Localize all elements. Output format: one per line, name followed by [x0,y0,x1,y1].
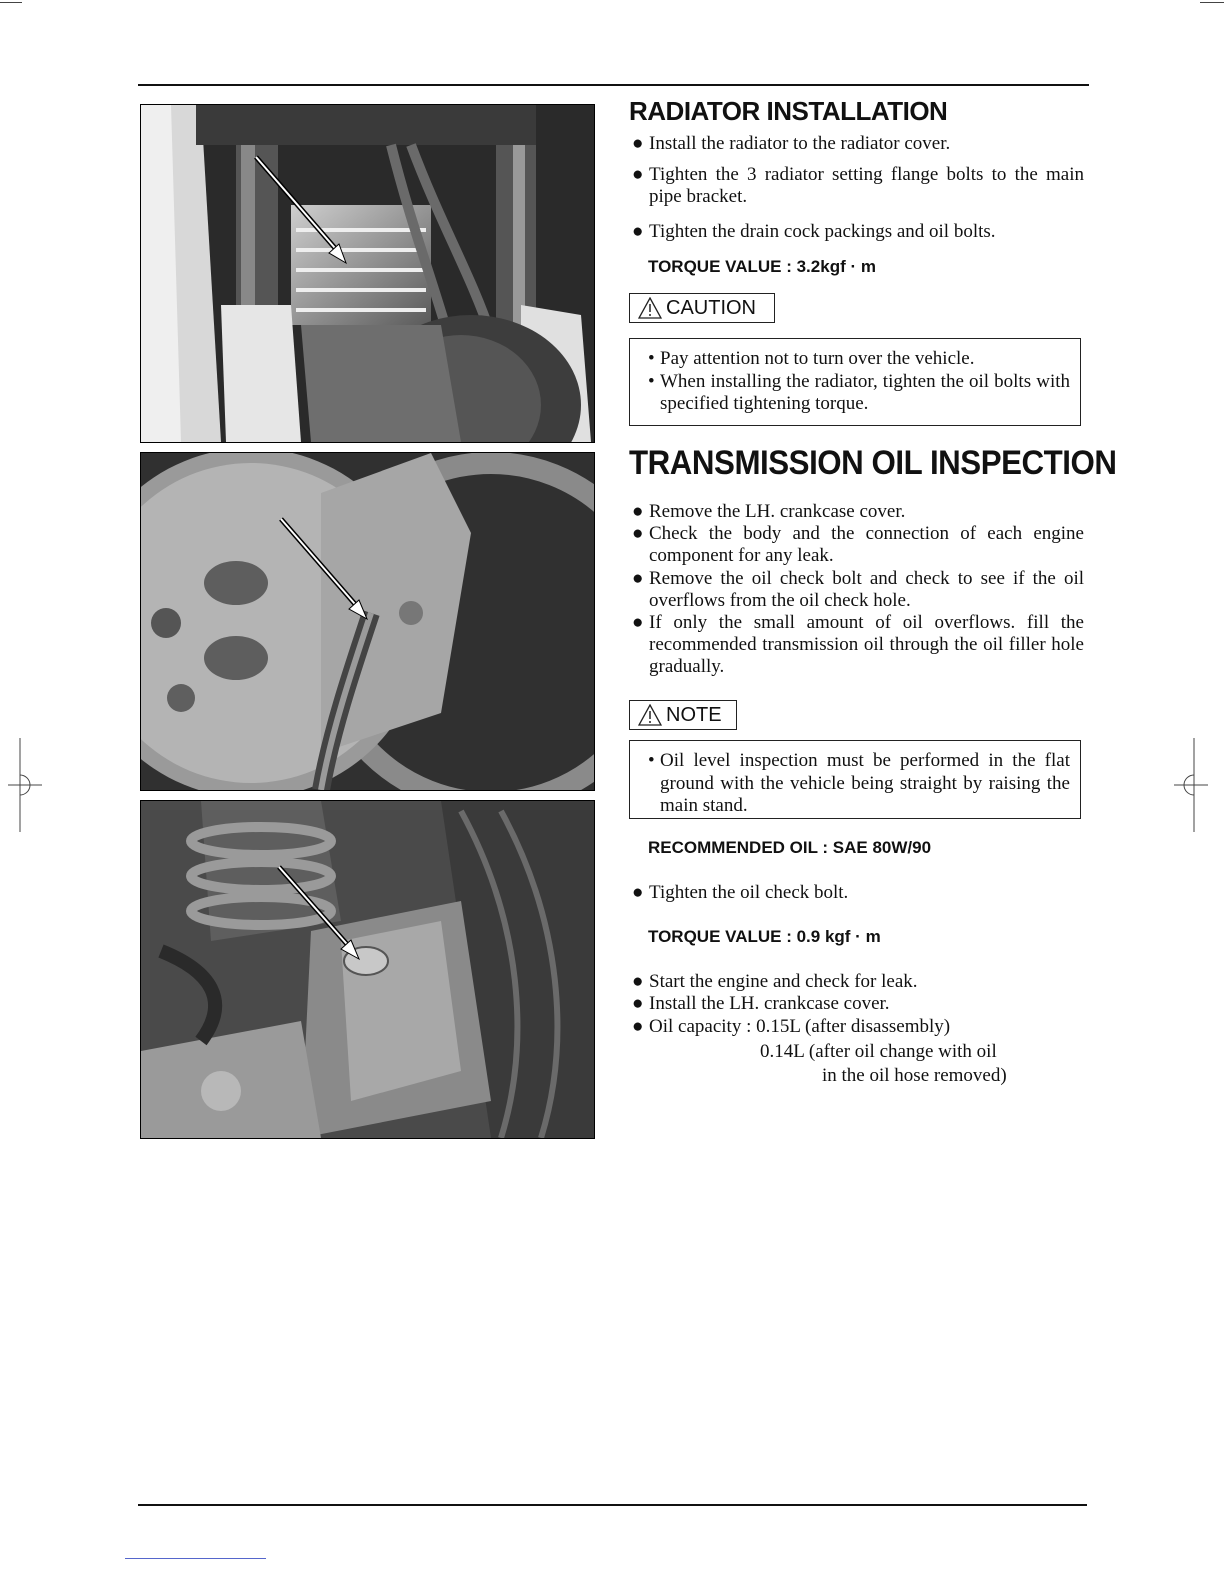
crop-mark-top-left [0,2,22,3]
transmission-bullet-4: ● If only the small amount of oil overflows. fill the recommended transmission oil through the oil filler hole gradually. [632,612,1084,677]
transmission-torque-value: TORQUE VALUE : 0.9 kgf · m [648,927,881,946]
transmission-bullet-1: ● Remove the LH. crankcase cover. [632,501,906,522]
bullet-icon: ● [632,523,644,544]
final-bullet-2: ● Install the LH. crankcase cover. [632,993,890,1014]
radiator-section-title: RADIATOR INSTALLATION [629,96,948,126]
bullet-icon: ● [632,164,644,185]
caution-item: • When installing the radiator, tighten the oil bolts with specified tightening torque. [648,370,1070,414]
transmission-bullet-2: ● Check the body and the connection of each engine component for any leak. [632,523,1084,566]
bullet-icon: ● [632,612,644,633]
bullet-icon: ● [632,882,644,903]
bullet-icon: ● [632,133,644,154]
note-item: • Oil level inspection must be performed in the flat ground with the vehicle being straight by raising the main stand. [648,750,1070,816]
header-rule [138,84,1089,86]
bullet-icon: ● [632,568,644,589]
footer-link-underline [125,1558,266,1559]
transmission-bullet-3: ● Remove the oil check bolt and check to see if the oil overflows from the oil check hole. [632,568,1084,611]
bullet-icon: ● [632,221,644,242]
oil-check-bolt-photo [140,800,595,1139]
radiator-bullet-2: ● Tighten the 3 radiator setting flange bolts to the main pipe bracket. [632,164,1084,207]
capacity-bullet: ● Oil capacity : 0.15L (after disassembly) [632,1016,951,1037]
transmission-section-title: TRANSMISSION OIL INSPECTION [629,444,1117,482]
warning-triangle-icon [638,297,662,319]
warning-triangle-icon [638,704,662,726]
radiator-bullet-1: ● Install the radiator to the radiator cover. [632,133,951,154]
tighten-bullet: ● Tighten the oil check bolt. [632,882,849,903]
transmission-photo [140,452,595,791]
bullet-icon: ● [632,993,644,1014]
crop-mark-top-right [1200,2,1224,3]
radiator-photo [140,104,595,443]
registration-mark-right [1172,738,1208,832]
bullet-icon: ● [632,1016,644,1037]
radiator-torque-value: TORQUE VALUE : 3.2kgf · m [648,257,876,276]
bullet-icon: ● [632,971,644,992]
radiator-bullet-3: ● Tighten the drain cock packings and oil bolts. [632,221,996,242]
note-box [629,740,1081,819]
bullet-icon: ● [632,501,644,522]
footer-rule [138,1504,1087,1506]
caution-label: CAUTION [629,293,775,323]
note-label: NOTE [629,700,737,730]
registration-mark-left [8,738,44,832]
caution-item: • Pay attention not to turn over the vehicle. [648,348,975,369]
caution-box [629,338,1081,426]
capacity-line-2: 0.14L (after oil change with oil [760,1041,997,1062]
recommended-oil: RECOMMENDED OIL : SAE 80W/90 [648,838,932,857]
capacity-line-3: in the oil hose removed) [822,1065,1007,1086]
final-bullet-1: ● Start the engine and check for leak. [632,971,918,992]
